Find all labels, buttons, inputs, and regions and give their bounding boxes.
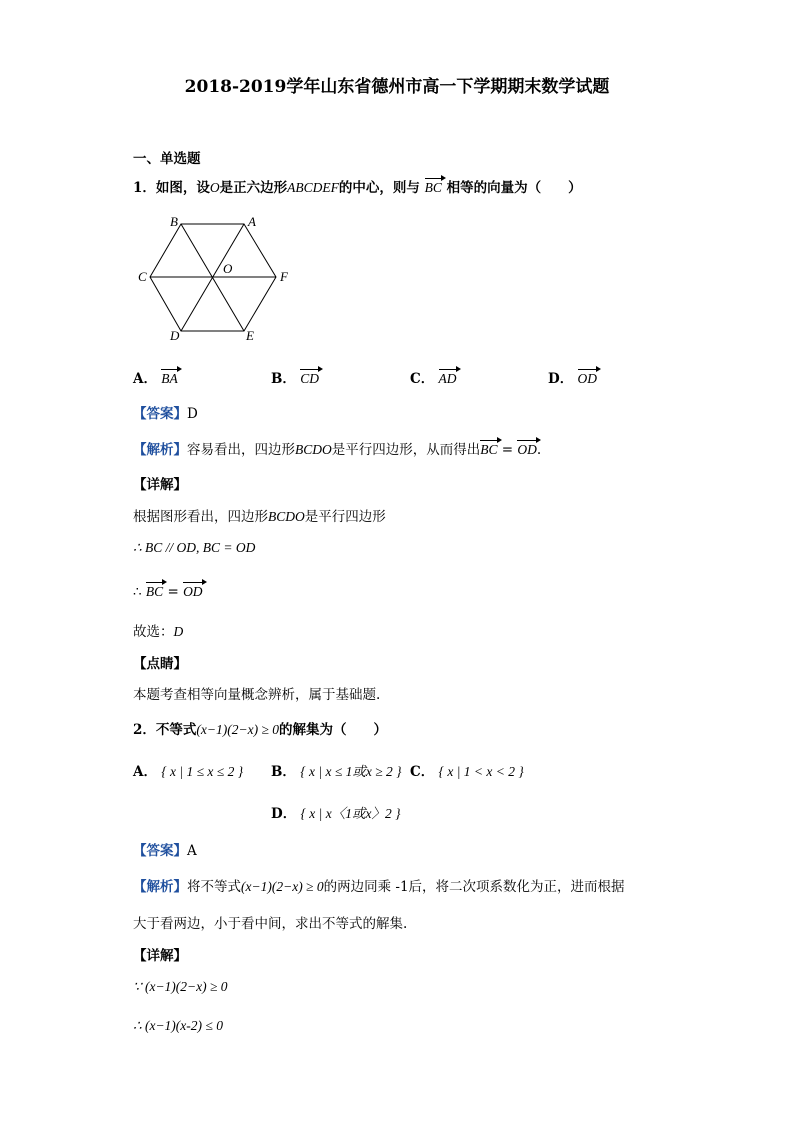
option-label: A．: [133, 764, 157, 780]
analysis-quad: BCDO: [295, 442, 332, 457]
analysis-text: 是平行四边形，从而得出: [331, 442, 481, 458]
q1-stem-mid2: 的中心，则与: [338, 180, 420, 196]
option-vector: OD: [577, 371, 598, 386]
label-d: D: [170, 328, 180, 343]
option-text: { x | x ≤ 1或x ≥ 2 }: [300, 764, 402, 779]
option-vector: CD: [300, 371, 319, 386]
label-c: C: [138, 269, 147, 284]
option-text: { x | 1 ≤ x ≤ 2 }: [161, 764, 244, 779]
q2-stem: [133, 718, 387, 738]
q1-stem-center: O: [209, 180, 220, 195]
q2-stem-math: (x−1)(2−x) ≥ 0: [196, 722, 280, 737]
answer-value: D: [187, 406, 198, 422]
q1-detail-line1: [133, 505, 386, 525]
q1-detail-line2: ∴ BC // OD, BC = OD: [133, 540, 256, 555]
q2-stem-post: 的解集为（ ）: [279, 722, 388, 738]
choice-text: 故选：: [133, 624, 174, 640]
q1-comment: 本题考查相等向量概念辨析，属于基础题.: [133, 687, 381, 703]
q1-choice: [133, 620, 183, 640]
option-label: A．: [133, 371, 157, 387]
q1-option-c: [410, 367, 457, 387]
answer-tag: 【答案】: [133, 406, 187, 422]
detail-text: 是平行四边形: [304, 509, 386, 525]
q2-detail-line2: ∴ (x−1)(x-2) ≤ 0: [133, 1018, 223, 1033]
hexagon-figure: [130, 210, 300, 345]
q1-option-a: [133, 367, 178, 387]
answer-tag: 【答案】: [133, 843, 187, 859]
q1-stem-mid: 是正六边形: [219, 180, 288, 196]
q2-analysis: [133, 875, 625, 895]
q1-stem-post: 相等的向量为（ ）: [446, 180, 582, 196]
q2-option-c: [410, 760, 524, 780]
detail-therefore: ∴: [133, 584, 146, 600]
q1-stem-pre: 1．如图，设: [133, 180, 210, 196]
analysis-text: 容易看出，四边形: [187, 442, 295, 458]
q2-stem-pre: 2．不等式: [133, 722, 197, 738]
analysis-tag: 【解析】: [133, 879, 187, 895]
label-o: O: [223, 261, 233, 276]
answer-value: A: [187, 843, 197, 859]
q1-option-d: [548, 367, 597, 387]
q1-detail-line3: [133, 584, 203, 600]
q1-stem-vector: BC: [424, 180, 442, 195]
option-label: B．: [271, 764, 296, 780]
detail-text: 根据图形看出，四边形: [133, 509, 268, 525]
q2-option-d: [271, 802, 401, 822]
label-b: B: [170, 214, 178, 229]
option-vector: BA: [161, 371, 178, 386]
analysis-text: 将不等式: [187, 879, 241, 895]
q1-stem-hexagon: ABCDEF: [287, 180, 339, 195]
detail-quad: BCDO: [268, 509, 305, 524]
detail-vector: BC: [145, 584, 164, 599]
q1-stem: [133, 176, 582, 196]
option-text: { x | x〈1或x〉2 }: [300, 806, 401, 821]
label-e: E: [246, 328, 254, 343]
q1-detail-tag: 【详解】: [133, 477, 187, 493]
option-label: C．: [410, 371, 435, 387]
q2-analysis-line2: 大于看两边，小于看中间，求出不等式的解集.: [133, 916, 408, 932]
analysis-math: (x−1)(2−x) ≥ 0: [241, 879, 324, 894]
q1-comment-tag: 【点睛】: [133, 656, 187, 672]
analysis-vector: OD: [517, 442, 537, 457]
q1-option-b: [271, 367, 319, 387]
q2-option-b: [271, 760, 402, 780]
page-title: 2018-2019学年山东省德州市高一下学期期末数学试题: [184, 77, 610, 97]
q2-option-a: [133, 760, 243, 780]
analysis-text: 的两边同乘 -1后，将二次项系数化为正，进而根据: [323, 879, 625, 895]
q2-detail-line1: ∵ (x−1)(2−x) ≥ 0: [133, 979, 228, 994]
q1-analysis: [133, 438, 541, 458]
option-vector: AD: [438, 371, 457, 386]
analysis-vector: BC: [480, 442, 498, 457]
option-label: D．: [548, 371, 574, 387]
choice-value: D: [173, 624, 184, 639]
label-f: F: [280, 269, 288, 284]
label-a: A: [248, 214, 256, 229]
detail-eq: =: [163, 584, 184, 600]
section-heading: 一、单选题: [133, 151, 201, 167]
detail-vector: OD: [183, 584, 203, 599]
analysis-tag: 【解析】: [133, 442, 187, 458]
option-label: D．: [271, 806, 297, 822]
option-label: C．: [410, 764, 435, 780]
q2-answer: [133, 839, 197, 859]
q1-answer: [133, 402, 198, 422]
q2-detail-tag: 【详解】: [133, 948, 187, 964]
option-text: { x | 1 < x < 2 }: [438, 764, 524, 779]
analysis-end: .: [536, 442, 542, 458]
option-label: B．: [271, 371, 296, 387]
analysis-eq: =: [497, 442, 518, 458]
